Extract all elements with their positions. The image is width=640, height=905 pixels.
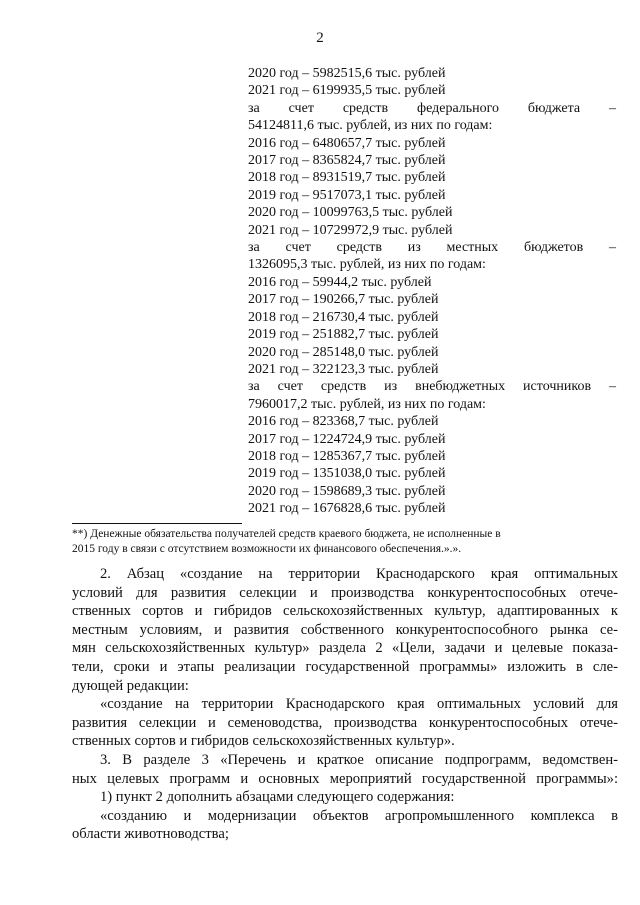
funding-line: 2020 год – 10099763,5 тыс. рублей [248, 205, 453, 221]
funding-line: 2021 год – 1676828,6 тыс. рублей [248, 501, 446, 517]
funding-line: 2018 год – 8931519,7 тыс. рублей [248, 170, 446, 186]
funding-line: 7960017,2 тыс. рублей, из них по годам: [248, 396, 486, 412]
funding-line: 2020 год – 1598689,3 тыс. рублей [248, 483, 446, 499]
body-line: ных целевых программ и основных мероприятий государственной программы»: [72, 770, 618, 787]
funding-line: 2017 год – 1224724,9 тыс. рублей [248, 431, 446, 447]
body-line: 2. Абзац «создание на территории Краснодарского края оптимальных [100, 566, 618, 582]
body-line: мян сельскохозяйственных культур» раздела 2 «Цели, задачи и целевые показа- [72, 640, 618, 657]
funding-line: 2018 год – 1285367,7 тыс. рублей [248, 448, 446, 464]
body-line: развития селекции и семеноводства, производства конкурентоспособных отече- [72, 714, 618, 731]
funding-line: 2016 год – 6480657,7 тыс. рублей [248, 135, 446, 151]
funding-line: 1326095,3 тыс. рублей, из них по годам: [248, 257, 486, 273]
funding-line: 2020 год – 285148,0 тыс. рублей [248, 344, 439, 360]
body-line: области животноводства; [72, 826, 229, 843]
body-line: местным условиям, и развития собственного конкурентоспособного рынка се- [72, 621, 618, 638]
body-line: ственных сортов и гибридов сельскохозяйственных культур». [72, 733, 455, 750]
funding-list [248, 65, 616, 518]
funding-line: 2017 год – 8365824,7 тыс. рублей [248, 153, 446, 169]
body-line: ственных сортов и гибридов сельскохозяйственных культур, адаптированных к [72, 603, 618, 620]
funding-line: 2016 год – 823368,7 тыс. рублей [248, 414, 439, 430]
footnote-divider [72, 523, 242, 524]
funding-line: 2019 год – 9517073,1 тыс. рублей [248, 187, 446, 203]
funding-line: за счет средств федерального бюджета – [248, 100, 616, 116]
funding-line: 2021 год – 6199935,5 тыс. рублей [248, 83, 446, 99]
footnote-line: **) Денежные обязательства получателей средств краевого бюджета, не исполненные в [72, 528, 501, 540]
funding-line: 54124811,6 тыс. рублей, из них по годам: [248, 118, 493, 134]
page-number: 2 [316, 30, 324, 46]
funding-line: 2021 год – 10729972,9 тыс. рублей [248, 222, 453, 238]
funding-line: за счет средств из внебюджетных источников – [248, 379, 616, 395]
funding-line: 2016 год – 59944,2 тыс. рублей [248, 274, 432, 290]
document-body [72, 565, 618, 844]
body-line: «создание на территории Краснодарского края оптимальных условий для [100, 696, 618, 713]
funding-line: 2018 год – 216730,4 тыс. рублей [248, 309, 439, 325]
body-line: 3. В разделе 3 «Перечень и краткое описание подпрограмм, ведомствен- [100, 751, 618, 768]
body-line: условий для развития селекции и производства конкурентоспособных отече- [72, 584, 618, 601]
funding-line: 2019 год – 251882,7 тыс. рублей [248, 327, 439, 343]
funding-line: за счет средств из местных бюджетов – [248, 240, 616, 256]
footnote-line: 2015 году в связи с отсутствием возможности их финансового обеспечения.».». [72, 542, 462, 555]
body-line: дующей редакции: [72, 677, 189, 694]
body-line: 1) пункт 2 дополнить абзацами следующего содержания: [100, 789, 455, 806]
body-line: тели, сроки и этапы реализации государственной программы» изложить в сле- [72, 658, 618, 675]
funding-line: 2019 год – 1351038,0 тыс. рублей [248, 466, 446, 482]
footnote [72, 527, 618, 556]
funding-line: 2017 год – 190266,7 тыс. рублей [248, 292, 439, 308]
funding-line: 2021 год – 322123,3 тыс. рублей [248, 361, 439, 377]
funding-line: 2020 год – 5982515,6 тыс. рублей [248, 66, 446, 81]
body-line: «созданию и модернизации объектов агропромышленного комплекса в [100, 807, 618, 824]
